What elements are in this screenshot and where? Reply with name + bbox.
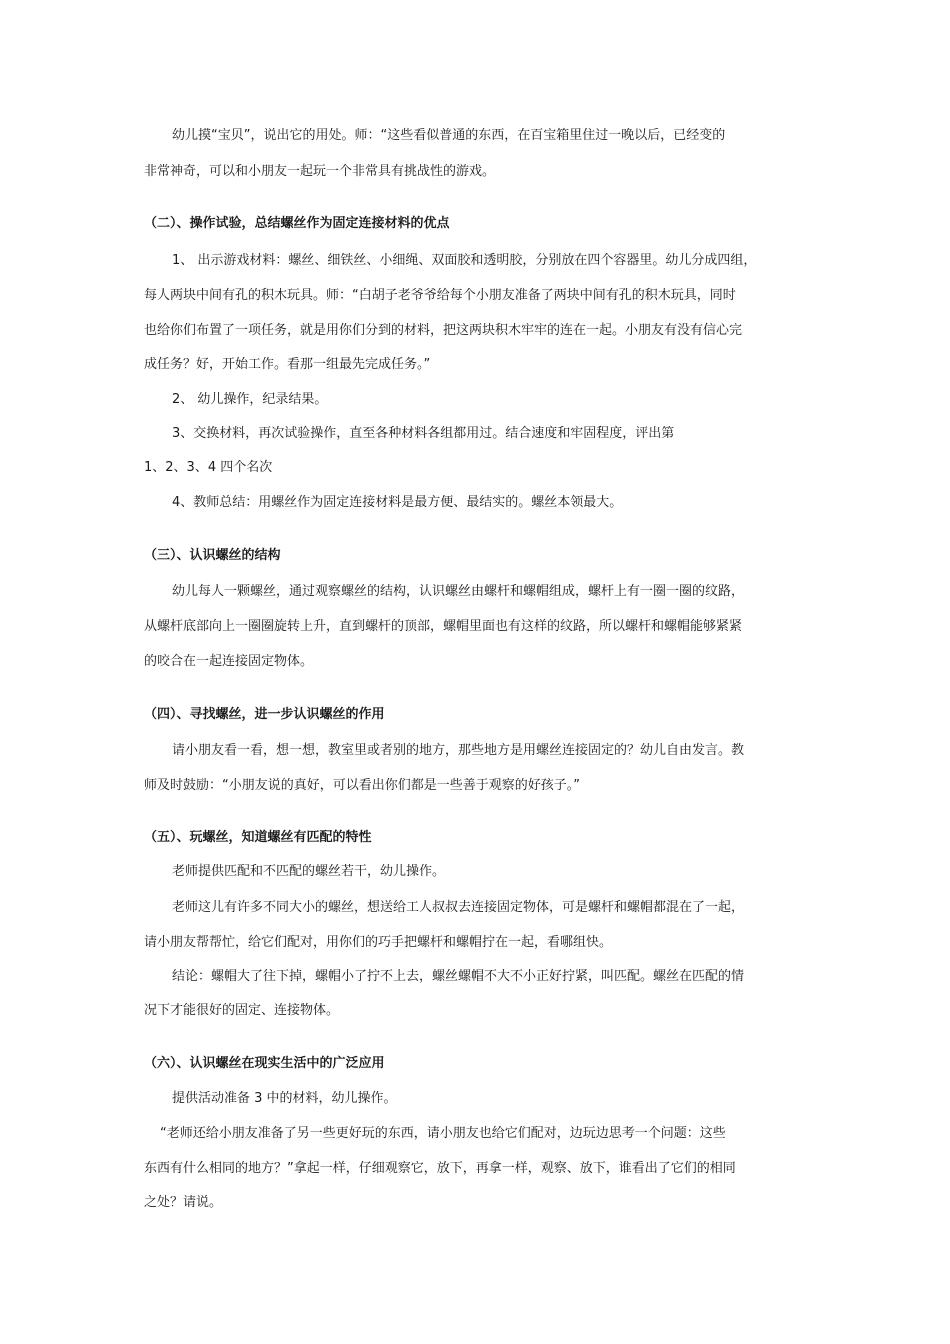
section-heading: （二）、操作试验，总结螺丝作为固定连接材料的优点 — [144, 216, 450, 231]
section-heading: （六）、认识螺丝在现实生活中的广泛应用 — [144, 1056, 385, 1071]
paragraph-line: 1、2、3、4 四个名次 — [144, 460, 273, 475]
paragraph-line: 东西有什么相同的地方？”拿起一样，仔细观察它，放下，再拿一样，观察、放下，谁看出了它们的相同 — [144, 1161, 736, 1176]
paragraph-line: 4、教师总结：用螺丝作为固定连接材料是最方便、最结实的。螺丝本领最大。 — [172, 495, 623, 510]
paragraph-line: 非常神奇，可以和小朋友一起玩一个非常具有挑战性的游戏。 — [144, 164, 496, 179]
paragraph-line: 3、交换材料，再次试验操作，直至各种材料各组都用过。结合速度和牢固程度，评出第 — [172, 426, 675, 441]
paragraph-line: 成任务？好，开始工作。看那一组最先完成任务。” — [144, 357, 431, 372]
paragraph-line: 也给你们布置了一项任务，就是用你们分到的材料，把这两块积木牢牢的连在一起。小朋友有没有信心完 — [144, 323, 743, 338]
paragraph-line: 每人两块中间有孔的积木玩具。师：“白胡子老爷爷给每个小朋友准备了两块中间有孔的积木玩具，同时 — [144, 288, 736, 303]
paragraph-line: 从螺杆底部向上一圈圈旋转上升，直到螺杆的顶部，螺帽里面也有这样的纹路，所以螺杆和螺帽能够紧紧 — [144, 619, 743, 634]
paragraph-line: 2、 幼儿操作，纪录结果。 — [172, 392, 328, 407]
paragraph-line: 请小朋友帮帮忙，给它们配对，用你们的巧手把螺杆和螺帽拧在一起，看哪组快。 — [144, 935, 613, 950]
section-heading: （五）、玩螺丝，知道螺丝有匹配的特性 — [144, 830, 372, 845]
paragraph-line: 况下才能很好的固定、连接物体。 — [144, 1003, 340, 1018]
paragraph-line: 老师提供匹配和不匹配的螺丝若干，幼儿操作。 — [172, 864, 446, 879]
paragraph-line: 提供活动准备 3 中的材料，幼儿操作。 — [172, 1091, 397, 1106]
paragraph-line: 请小朋友看一看，想一想，教室里或者别的地方，那些地方是用螺丝连接固定的？幼儿自由发言。教 — [172, 743, 745, 758]
section-heading: （四）、寻找螺丝，进一步认识螺丝的作用 — [144, 707, 385, 722]
paragraph-line: “老师还给小朋友准备了另一些更好玩的东西，请小朋友也给它们配对，边玩边思考一个问题：这些 — [160, 1126, 726, 1141]
paragraph-line: 幼儿每人一颗螺丝，通过观察螺丝的结构，认识螺丝由螺杆和螺帽组成，螺杆上有一圈一圈的纹路， — [172, 584, 745, 599]
paragraph-line: 之处？请说。 — [144, 1195, 223, 1210]
paragraph-line: 师及时鼓励：“小朋友说的真好，可以看出你们都是一些善于观察的好孩子。” — [144, 778, 580, 793]
section-heading: （三）、认识螺丝的结构 — [144, 548, 281, 563]
paragraph-line: 1、 出示游戏材料：螺丝、细铁丝、小细绳、双面胶和透明胶，分别放在四个容器里。幼儿分成四组， — [172, 253, 757, 268]
paragraph-line: 结论：螺帽大了往下掉，螺帽小了拧不上去，螺丝螺帽不大不小正好拧紧，叫匹配。螺丝在匹配的情 — [172, 969, 745, 984]
paragraph-line: 幼儿摸“宝贝”，说出它的用处。师：“这些看似普通的东西，在百宝箱里住过一晚以后，已经变的 — [172, 128, 726, 143]
paragraph-line: 老师这儿有许多不同大小的螺丝，想送给工人叔叔去连接固定物体，可是螺杆和螺帽都混在了一起， — [172, 900, 745, 915]
paragraph-line: 的咬合在一起连接固定物体。 — [144, 654, 314, 669]
